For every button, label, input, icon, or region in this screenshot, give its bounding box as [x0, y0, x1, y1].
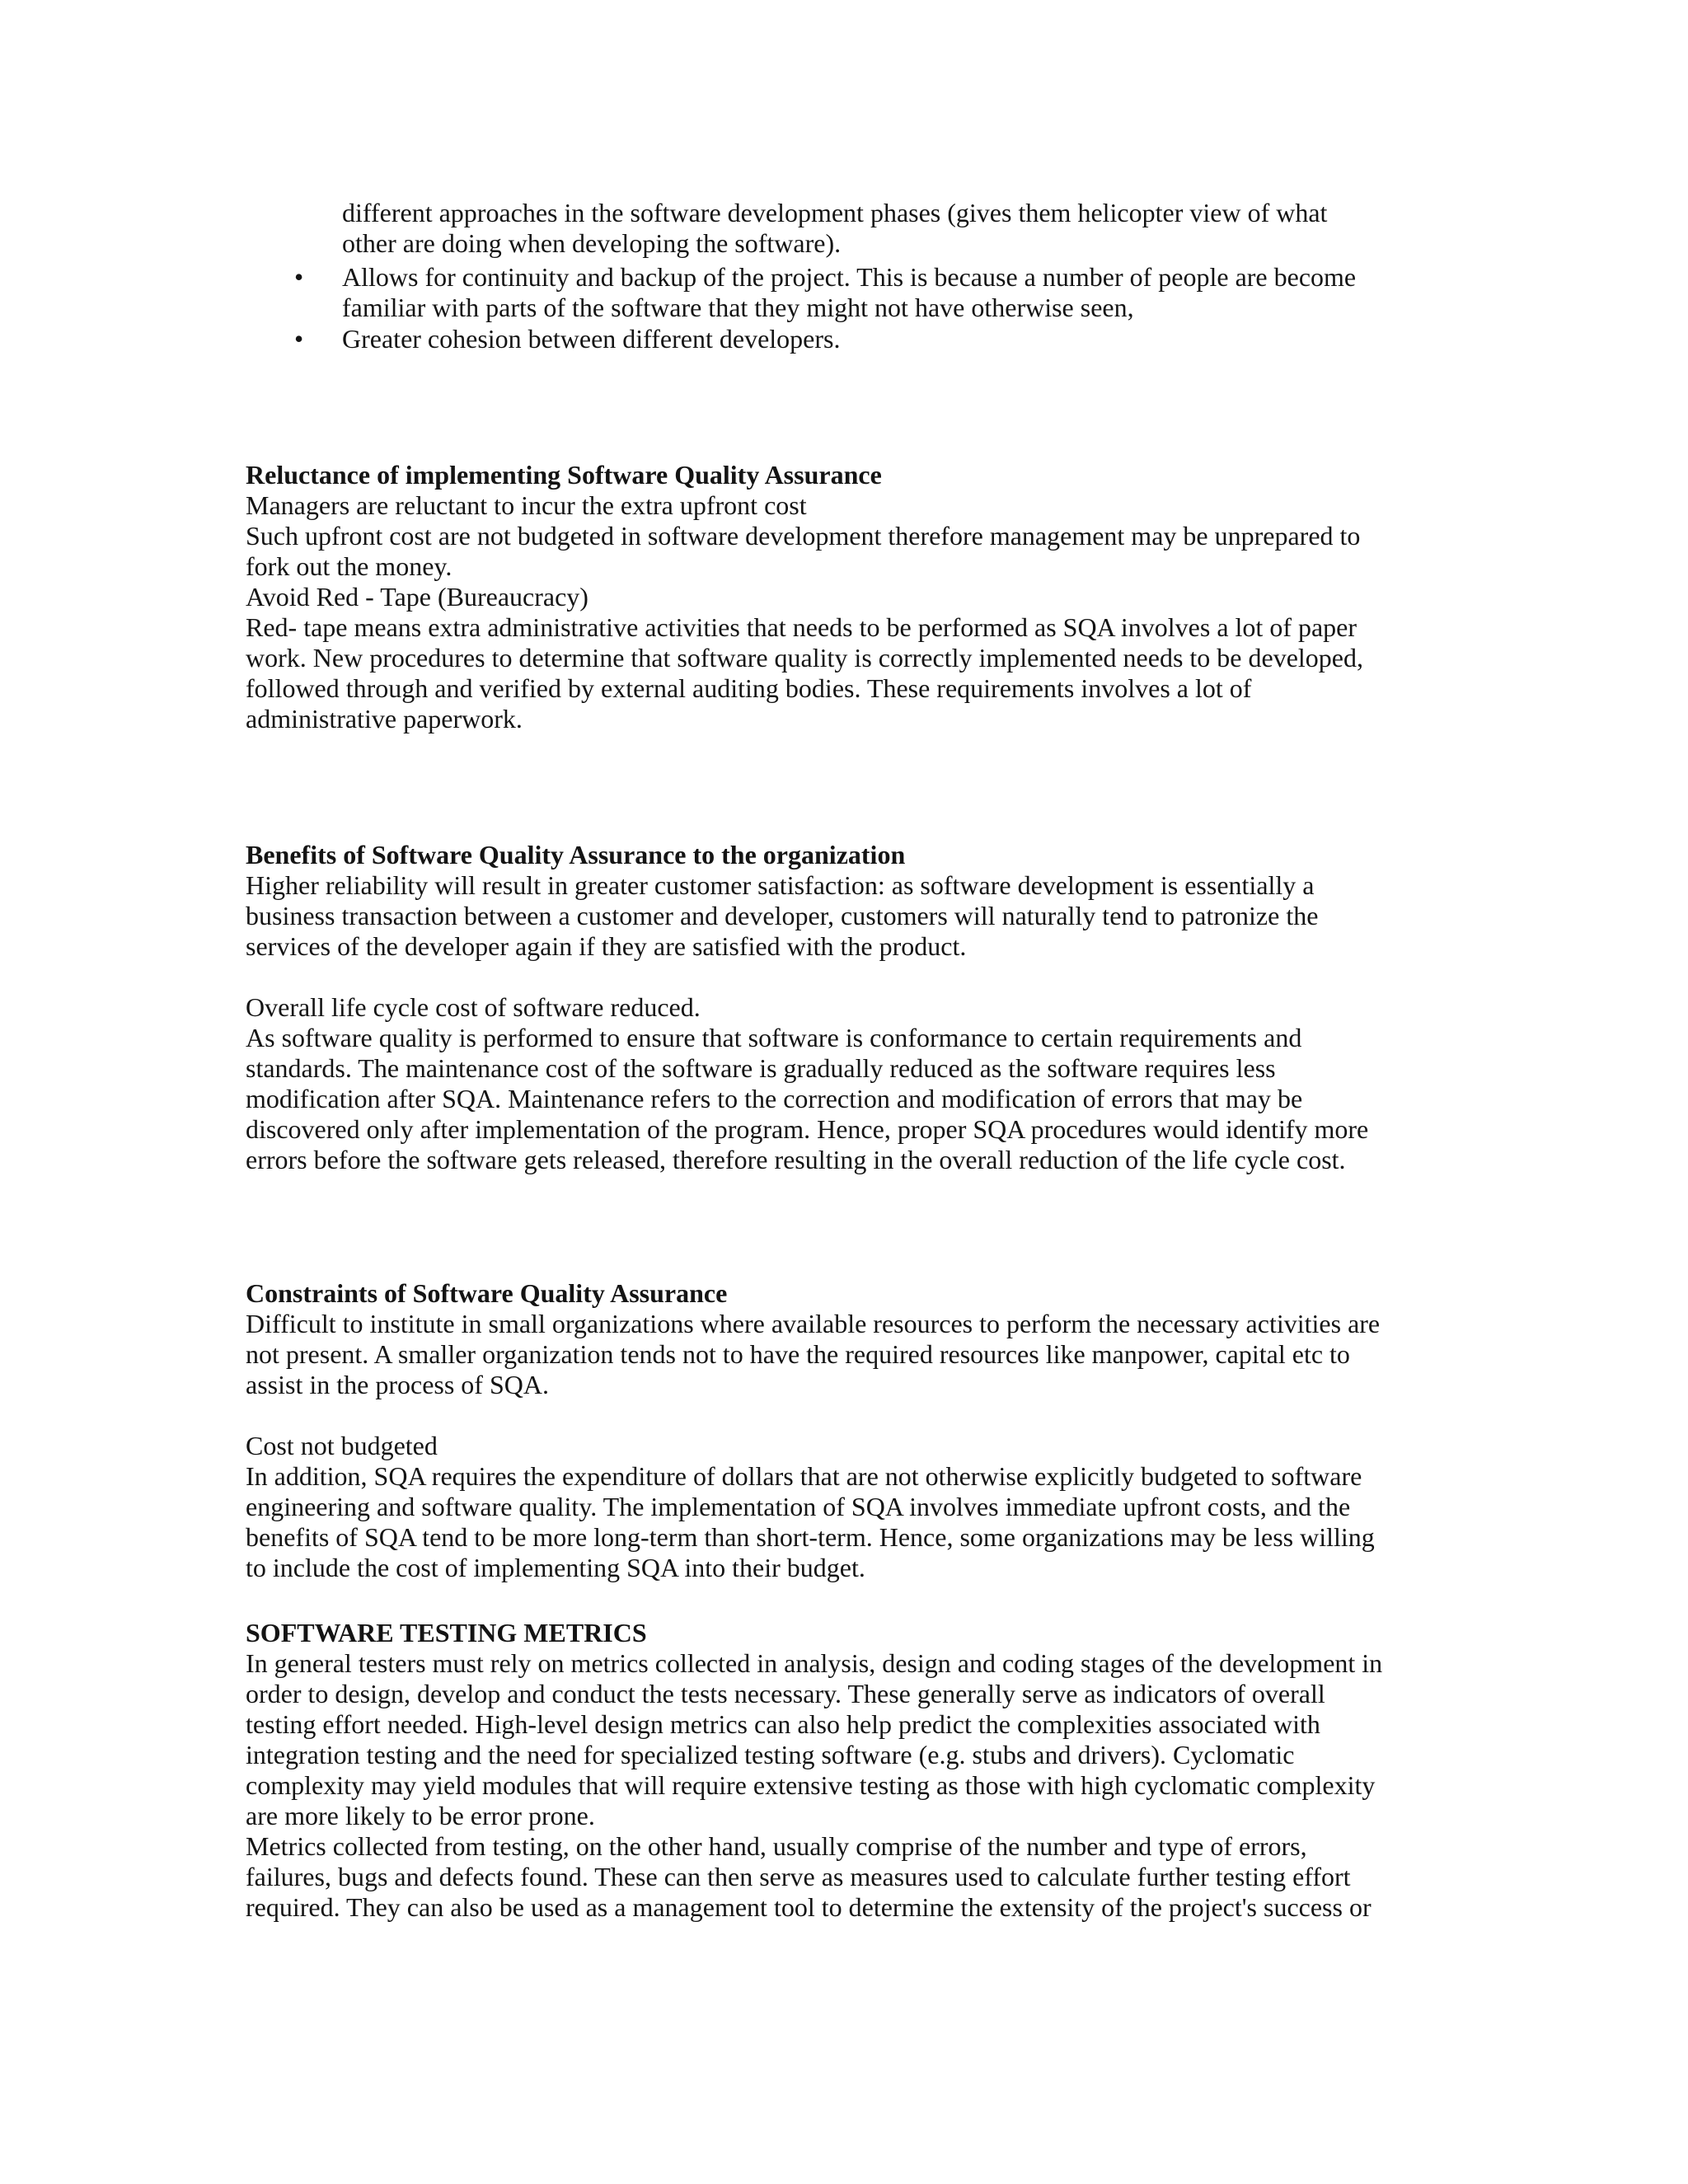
- section-heading-benefits: Benefits of Software Quality Assurance to the organization: [246, 840, 906, 869]
- paragraph-line: Metrics collected from testing, on the other hand, usually comprise of the number and type of errors,: [246, 1831, 1307, 1861]
- paragraph-line: standards. The maintenance cost of the software is gradually reduced as the software requires less: [246, 1053, 1276, 1083]
- paragraph-line: integration testing and the need for specialized testing software (e.g. stubs and drivers). Cyclomatic: [246, 1740, 1295, 1769]
- paragraph-line: Red- tape means extra administrative activities that needs to be performed as SQA involves a lot of paper: [246, 612, 1357, 642]
- paragraph-line: fork out the money.: [246, 551, 452, 581]
- paragraph-line: As software quality is performed to ensure that software is conformance to certain requirements and: [246, 1023, 1302, 1052]
- paragraph-line: modification after SQA. Maintenance refers to the correction and modification of errors that may be: [246, 1084, 1303, 1113]
- paragraph-line: benefits of SQA tend to be more long-term than short-term. Hence, some organizations may be less willing: [246, 1522, 1375, 1552]
- bullet-icon: •: [294, 262, 304, 292]
- paragraph-line: business transaction between a customer and developer, customers will naturally tend to patronize the: [246, 901, 1319, 930]
- paragraph-line: order to design, develop and conduct the tests necessary. These generally serve as indicators of overall: [246, 1679, 1325, 1708]
- paragraph-line: administrative paperwork.: [246, 704, 523, 733]
- intro-continuation-line: different approaches in the software development phases (gives them helicopter view of what: [342, 198, 1328, 227]
- paragraph-line: testing effort needed. High-level design metrics can also help predict the complexities associated with: [246, 1709, 1320, 1739]
- intro-continuation-line: other are doing when developing the software).: [342, 228, 842, 258]
- paragraph-line: Higher reliability will result in greater customer satisfaction: as software development is essentially a: [246, 870, 1315, 900]
- paragraph-line: Avoid Red - Tape (Bureaucracy): [246, 582, 588, 612]
- paragraph-line: to include the cost of implementing SQA into their budget.: [246, 1553, 865, 1582]
- paragraph-line: are more likely to be error prone.: [246, 1801, 595, 1830]
- bullet-item-line: familiar with parts of the software that they might not have otherwise seen,: [342, 293, 1134, 322]
- paragraph-line: services of the developer again if they are satisfied with the product.: [246, 931, 967, 961]
- paragraph-line: Cost not budgeted: [246, 1431, 438, 1460]
- paragraph-line: Overall life cycle cost of software reduced.: [246, 992, 701, 1022]
- bullet-item-line: Allows for continuity and backup of the project. This is because a number of people are become: [342, 262, 1357, 292]
- paragraph-line: followed through and verified by external auditing bodies. These requirements involves a lot of: [246, 673, 1252, 703]
- paragraph-line: In general testers must rely on metrics collected in analysis, design and coding stages of the development in: [246, 1648, 1383, 1678]
- paragraph-line: assist in the process of SQA.: [246, 1370, 549, 1399]
- paragraph-line: not present. A smaller organization tends not to have the required resources like manpower, capital etc to: [246, 1339, 1350, 1369]
- section-heading-testing-metrics: SOFTWARE TESTING METRICS: [246, 1618, 647, 1647]
- paragraph-line: work. New procedures to determine that software quality is correctly implemented needs to be developed,: [246, 643, 1363, 673]
- paragraph-line: engineering and software quality. The implementation of SQA involves immediate upfront costs, and the: [246, 1492, 1351, 1521]
- paragraph-line: Difficult to institute in small organizations where available resources to perform the necessary activities are: [246, 1309, 1381, 1338]
- bullet-item-line: Greater cohesion between different developers.: [342, 324, 841, 354]
- paragraph-line: complexity may yield modules that will require extensive testing as those with high cyclomatic complexity: [246, 1770, 1376, 1800]
- section-heading-constraints: Constraints of Software Quality Assurance: [246, 1278, 728, 1308]
- section-heading-reluctance: Reluctance of implementing Software Quality Assurance: [246, 460, 882, 490]
- paragraph-line: In addition, SQA requires the expenditure of dollars that are not otherwise explicitly budgeted to software: [246, 1461, 1362, 1491]
- paragraph-line: discovered only after implementation of the program. Hence, proper SQA procedures would identify more: [246, 1114, 1369, 1144]
- bullet-icon: •: [294, 324, 304, 354]
- paragraph-line: errors before the software gets released, therefore resulting in the overall reduction of the life cycle cost.: [246, 1145, 1346, 1174]
- paragraph-line: failures, bugs and defects found. These can then serve as measures used to calculate further testing effort: [246, 1862, 1351, 1891]
- paragraph-line: Such upfront cost are not budgeted in software development therefore management may be unprepared to: [246, 521, 1361, 551]
- paragraph-line: required. They can also be used as a management tool to determine the extensity of the project's success or: [246, 1892, 1372, 1922]
- paragraph-line: Managers are reluctant to incur the extra upfront cost: [246, 490, 807, 520]
